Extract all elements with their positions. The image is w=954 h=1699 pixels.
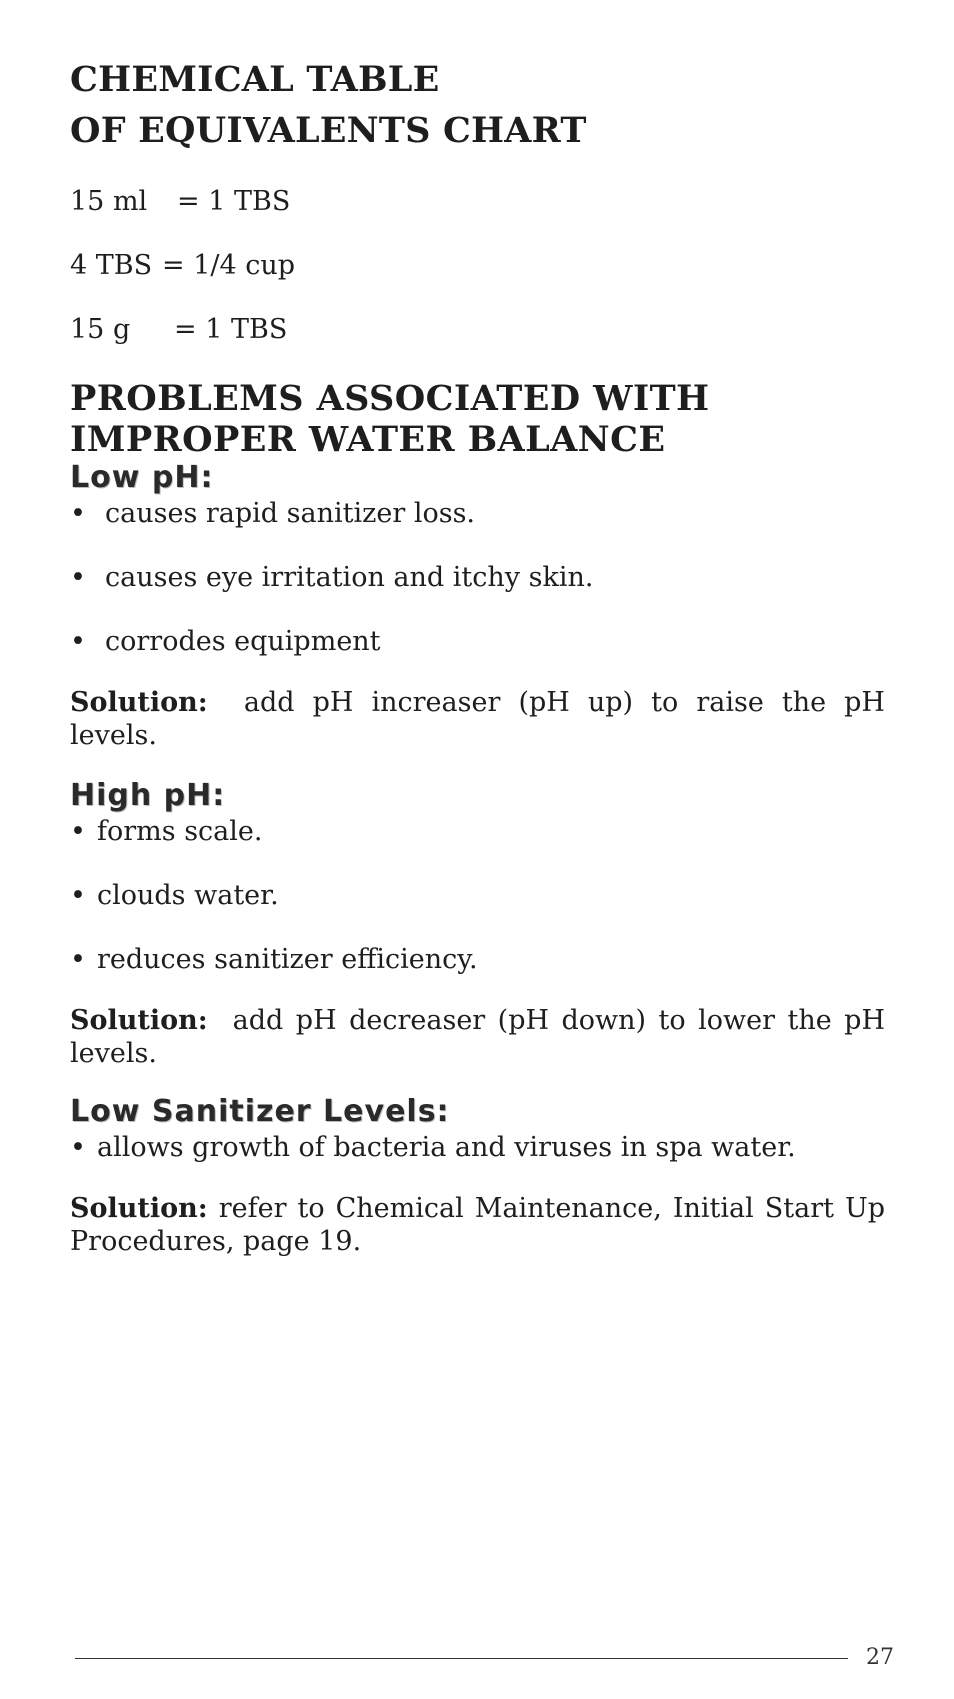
list-item-text: corrodes equipment xyxy=(105,626,381,657)
equivalent-value: = 1 TBS xyxy=(177,186,291,217)
high-ph-bullets xyxy=(70,814,885,978)
low-sanitizer-bullets xyxy=(70,1130,885,1166)
list-item xyxy=(70,624,885,660)
list-item xyxy=(70,814,885,850)
list-item-text: causes eye irritation and itchy skin. xyxy=(105,562,594,593)
low-sanitizer-section xyxy=(70,1094,885,1258)
equivalent-row xyxy=(70,312,885,348)
bullet-icon: • xyxy=(70,626,86,657)
list-item-text: forms scale. xyxy=(97,816,263,847)
title-line-2: OF EQUIVALENTS CHART xyxy=(70,110,587,151)
footer-divider xyxy=(75,1658,848,1659)
equivalent-measure: 4 TBS xyxy=(70,250,153,281)
solution-text: add pH increaser (pH up) to raise the pH levels. xyxy=(70,687,885,751)
bullet-icon: • xyxy=(70,562,86,593)
equivalent-value: = 1/4 cup xyxy=(162,250,296,281)
bullet-icon: • xyxy=(70,498,86,529)
list-item-text: reduces sanitizer efficiency. xyxy=(97,944,478,975)
page-content xyxy=(70,54,885,1258)
equivalent-value: = 1 TBS xyxy=(174,314,288,345)
title-line-1: CHEMICAL TABLE xyxy=(70,59,440,100)
list-item xyxy=(70,560,885,596)
chemical-table-title xyxy=(70,54,885,156)
list-item xyxy=(70,1130,885,1166)
low-ph-section xyxy=(70,460,885,752)
low-ph-solution xyxy=(70,686,885,752)
problems-title xyxy=(70,378,885,460)
solution-text: refer to Chemical Maintenance, Initial Start Up Procedures, page 19. xyxy=(70,1193,885,1257)
solution-label: Solution: xyxy=(70,687,208,718)
solution-text: add pH decreaser (pH down) to lower the pH levels. xyxy=(70,1005,885,1069)
list-item-text: clouds water. xyxy=(97,880,279,911)
problems-title-line-2: IMPROPER WATER BALANCE xyxy=(70,419,666,460)
list-item-text: causes rapid sanitizer loss. xyxy=(105,498,476,529)
bullet-icon: • xyxy=(70,1132,86,1163)
page-number: 27 xyxy=(866,1645,894,1670)
low-ph-heading: Low pH: xyxy=(70,460,214,495)
high-ph-heading: High pH: xyxy=(70,778,226,813)
bullet-icon: • xyxy=(70,816,86,847)
problems-title-line-1: PROBLEMS ASSOCIATED WITH xyxy=(70,378,710,419)
high-ph-section xyxy=(70,778,885,1070)
list-item-text: allows growth of bacteria and viruses in spa water. xyxy=(97,1132,796,1163)
equivalents-list xyxy=(70,184,885,348)
high-ph-solution xyxy=(70,1004,885,1070)
equivalent-measure: 15 g xyxy=(70,314,131,345)
bullet-icon: • xyxy=(70,880,86,911)
bullet-icon: • xyxy=(70,944,86,975)
low-ph-bullets xyxy=(70,496,885,660)
equivalent-row xyxy=(70,248,885,284)
list-item xyxy=(70,496,885,532)
low-sanitizer-solution xyxy=(70,1192,885,1258)
list-item xyxy=(70,942,885,978)
low-sanitizer-heading: Low Sanitizer Levels: xyxy=(70,1094,450,1129)
list-item xyxy=(70,878,885,914)
equivalent-row xyxy=(70,184,885,220)
equivalent-measure: 15 ml xyxy=(70,186,148,217)
solution-label: Solution: xyxy=(70,1005,208,1036)
solution-label: Solution: xyxy=(70,1193,208,1224)
